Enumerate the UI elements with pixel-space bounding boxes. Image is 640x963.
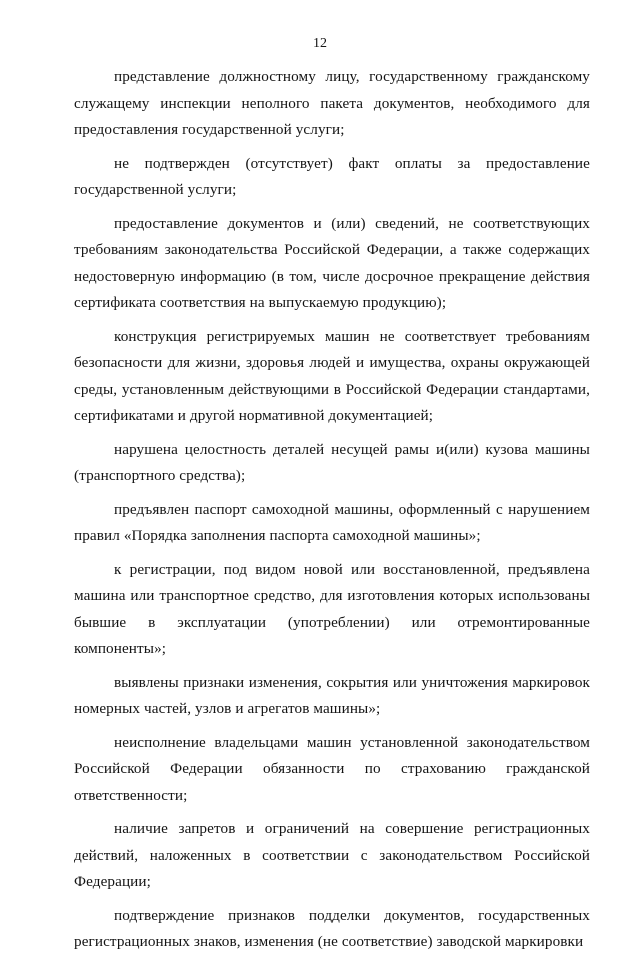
paragraph-insurance-obligation: неисполнение владельцами машин установленной законодательством Российской Федерации обязанности по страхованию гражданской ответственности; xyxy=(74,733,590,804)
paragraph-payment-not-confirmed: не подтвержден (отсутствует) факт оплаты за предоставление государственной услуги; xyxy=(74,154,590,198)
paragraph-passport-violation: предъявлен паспорт самоходной машины, оформленный с нарушением правил «Порядка заполнения паспорта самоходной машины»; xyxy=(74,500,590,544)
paragraph-marking-changes: выявлены признаки изменения, сокрытия или уничтожения маркировок номерных частей, узлов и агрегатов машины»; xyxy=(74,673,590,717)
paragraph-incomplete-documents: представление должностному лицу, государственному гражданскому служащему инспекции неполного пакета документов, необходимого для предоставления государственной услуги; xyxy=(74,68,590,138)
paragraph-registration-bans: наличие запретов и ограничений на совершение регистрационных действий, наложенных в соответствии с законодательством Российской Федерации; xyxy=(74,820,590,890)
paragraph-used-components: к регистрации, под видом новой или восстановленной, предъявлена машина или транспортное средство, для изготовления которых использованы бывшие в эксплуатации (употреблении) или отремонтированные компоненты»; xyxy=(74,560,590,657)
paragraph-frame-integrity: нарушена целостность деталей несущей рамы и(или) кузова машины (транспортного средства); xyxy=(74,440,590,484)
paragraph-nonconforming-documents: предоставление документов и (или) сведений, не соответствующих требованиям законодательства Российской Федерации, а также содержащих недостоверную информацию (в том, числе досрочное прекращение действия сертификата соответствия на выпускаемую продукцию); xyxy=(74,214,590,311)
paragraph-forgery-signs: подтверждение признаков подделки документов, государственных регистрационных знаков, изменения (не соответствие) заводской маркировки xyxy=(74,906,590,950)
document-body xyxy=(74,64,590,963)
page-number: 12 xyxy=(313,36,327,51)
paragraph-machine-construction: конструкция регистрируемых машин не соответствует требованиям безопасности для жизни, здоровья людей и имущества, охраны окружающей среды, установленным действующими в Российской Федерации стандартами, сертификатами и другой нормативной документацией; xyxy=(74,327,590,424)
